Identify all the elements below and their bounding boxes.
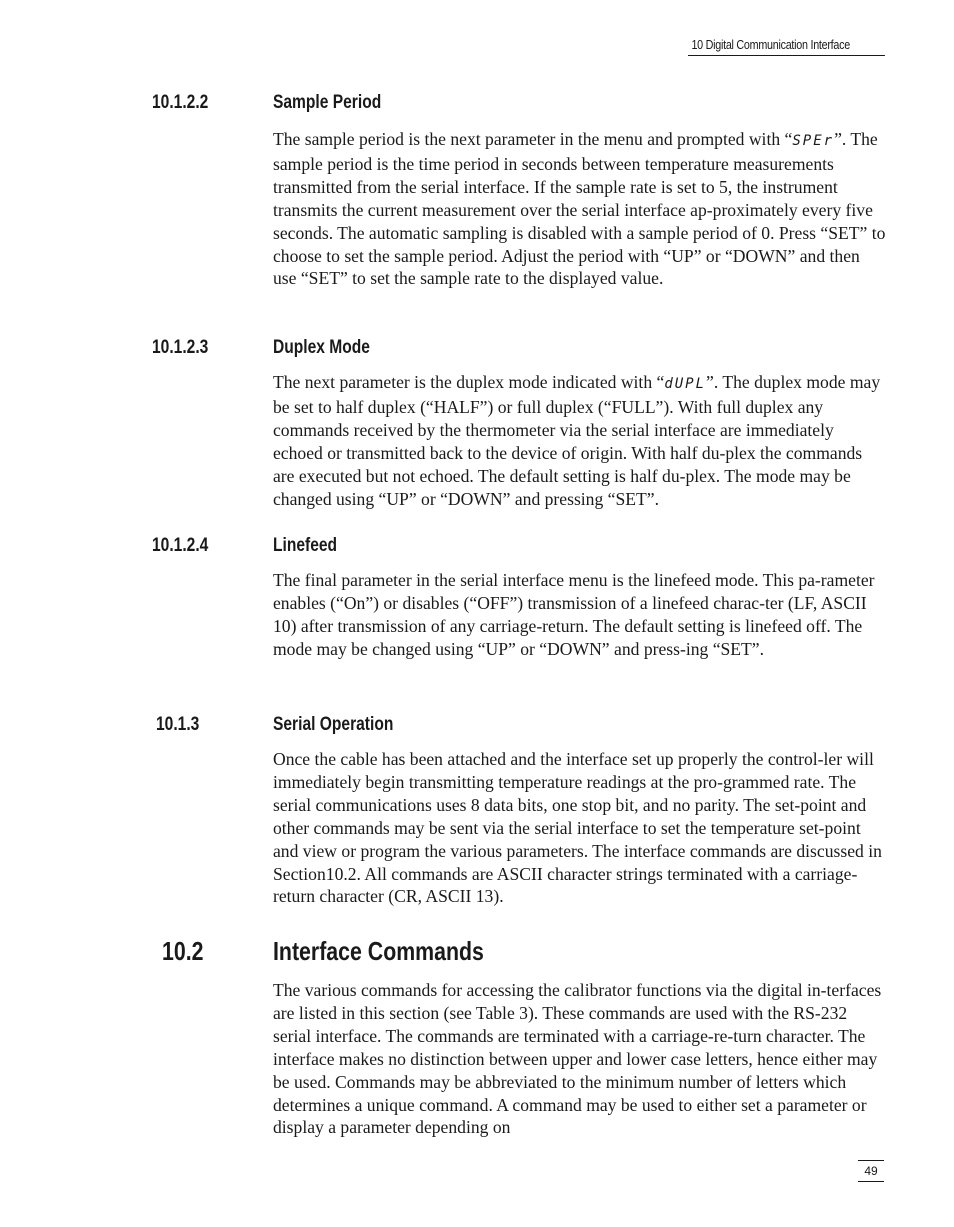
body-text: The sample period is the next parameter in the menu and prompted with “ [273, 129, 793, 149]
section-body: The various commands for accessing the calibrator functions via the digital in-terfaces are listed in this section (see Table 3). These commands are used with the RS-232 serial interface. The commands are terminated with a carriage-re-turn character. The interface makes no distinction between upper and lower case letters, hence either may be used. Commands may be abbreviated to the minimum number of letters which determines a unique command. A command may be used to either set a parameter or display a parameter depending on [273, 980, 882, 1138]
section-number: 10.1.2.4 [152, 535, 209, 556]
display-code: SPEr [792, 133, 835, 149]
body-text: The next parameter is the duplex mode indicated with “ [273, 372, 665, 392]
section-body [273, 128, 887, 290]
section-number: 10.1.2.2 [152, 92, 209, 113]
page-number: 49 [858, 1160, 884, 1182]
running-header: 10 Digital Communication Interface [688, 36, 885, 56]
section-title: Duplex Mode [273, 337, 370, 358]
body-text: ”. The duplex mode may be set to half duplex (“HALF”) or full duplex (“FULL”). With full duplex any commands received by the thermometer via the serial interface are immediately echoed or transmitted back to the device of origin. With half du-plex the commands are executed but not echoed. The default setting is half du-plex. The mode may be changed using “UP” or “DOWN” and pressing “SET”. [273, 372, 881, 509]
section-title: Interface Commands [273, 936, 484, 966]
section-body: The final parameter in the serial interface menu is the linefeed mode. This pa-rameter enables (“On”) or disables (“OFF”) transmission of a linefeed charac-ter (LF, ASCII 10) after transmission of any carriage-return. The default setting is linefeed off. The mode may be changed using “UP” or “DOWN” and press-ing “SET”. [273, 570, 875, 659]
section-body: Once the cable has been attached and the interface set up properly the control-ler will immediately begin transmitting temperature readings at the pro-grammed rate. The serial communications uses 8 data bits, one stop bit, and no parity. The set-point and other commands may be sent via the serial interface to set the temperature set-point and view or program the various parameters. The interface commands are discussed in Section10.2. All commands are ASCII character strings terminated with a carriage-return character (CR, ASCII 13). [273, 749, 882, 907]
section-number: 10.2 [162, 936, 204, 966]
section-number: 10.1.3 [156, 714, 200, 735]
section-title: Sample Period [273, 92, 382, 113]
section-number: 10.1.2.3 [152, 337, 209, 358]
section-title: Linefeed [273, 535, 338, 556]
section-body [273, 371, 887, 510]
body-text: ”. The sample period is the time period in seconds between temperature measurements transmitted from the serial interface. If the sample rate is set to 5, the instrument transmits the current measurement over the serial interface ap-proximately every five seconds. The automatic sampling is disabled with a sample period of 0. Press “SET” to choose to set the sample period. Adjust the period with “UP” or “DOWN” and then use “SET” to set the sample rate to the displayed value. [273, 129, 886, 289]
display-code: dUPL [664, 376, 707, 392]
section-title: Serial Operation [273, 714, 394, 735]
